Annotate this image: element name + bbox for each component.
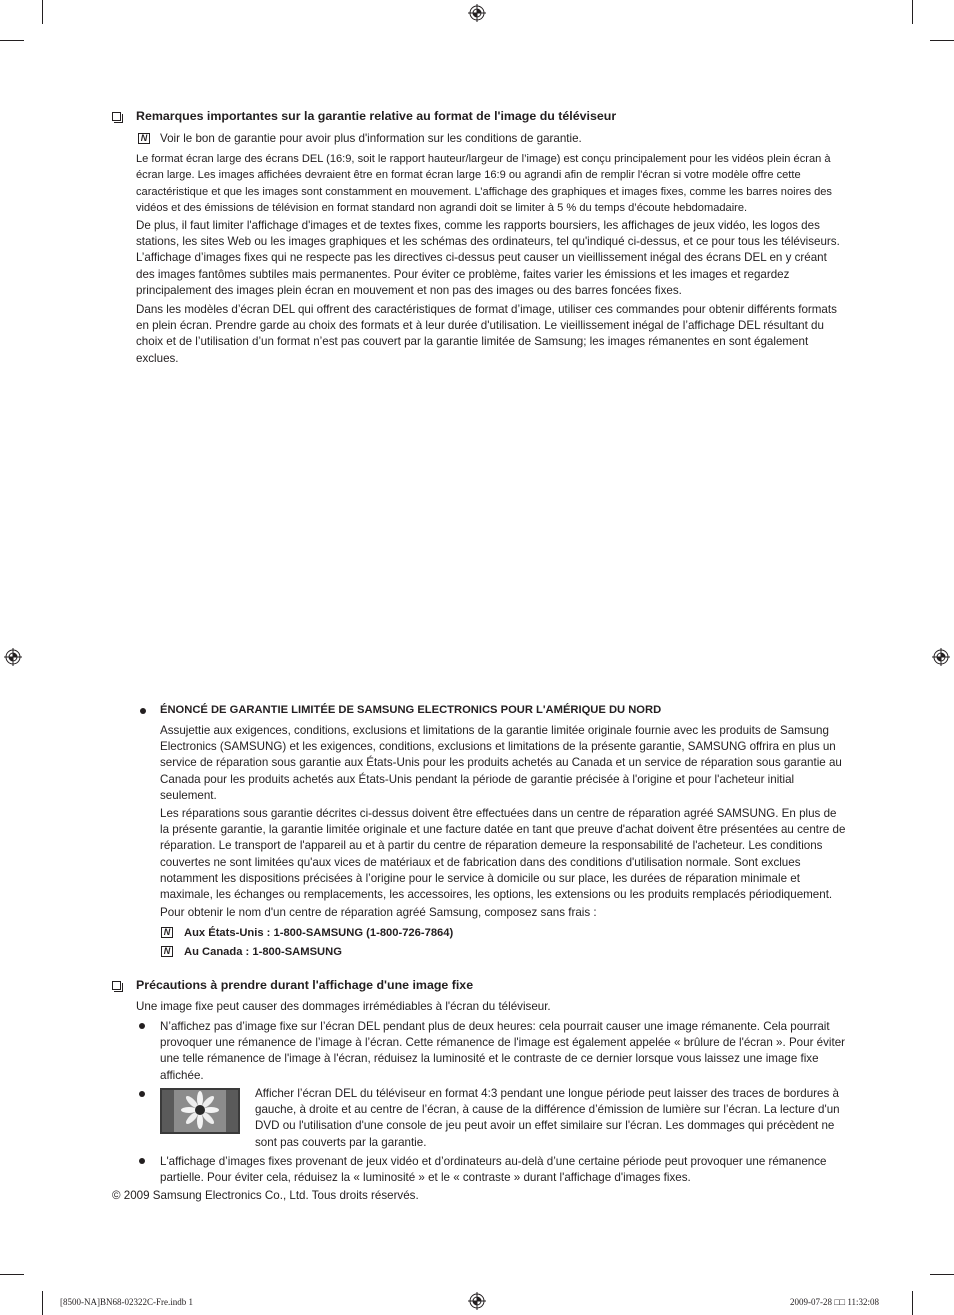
crop-mark — [912, 0, 913, 24]
bullet-icon — [140, 708, 146, 714]
paragraph: Une image fixe peut causer des dommages irrémédiables à l'écran du téléviseur. — [136, 1000, 551, 1013]
registration-mark-icon — [4, 648, 22, 666]
footer-file-name: [8500-NA]BN68-02322C-Fre.indb 1 — [60, 1297, 193, 1307]
paragraph: Pour obtenir le nom d'un centre de réparation agréé Samsung, composez sans frais : — [160, 906, 597, 919]
crop-mark — [0, 40, 24, 41]
paragraph: De plus, il faut limiter l'affichage d'images et de textes fixes, comme les rapports boursiers, les affichages de jeux vidéo, les logos des stations, les sites Web ou les images graphiques et les schémas des ordinateurs, tel qu'indiqué ci-dessus, et ce pour tous les téléviseurs. L’affichage d’images fixes qui ne respecte pas les directives ci-dessus peut causer un vieillissement inégal des écrans DEL en y créant des images fantômes subtiles mais permanentes. Pour éviter ce problème, faites varier les émissions et les images et regardez principalement des images plein écran en mouvement et non pas des images ou des barres foncées fixes. — [136, 219, 840, 297]
footer-timestamp: 2009-07-28 □□ 11:32:08 — [790, 1297, 880, 1307]
phone-us: Aux États-Unis : 1-800-SAMSUNG (1-800-726-7864) — [184, 927, 454, 939]
phone-ca: Au Canada : 1-800-SAMSUNG — [184, 946, 342, 958]
bullet-icon — [139, 1023, 145, 1029]
crop-mark — [0, 1274, 24, 1275]
crop-mark — [930, 1274, 954, 1275]
crop-mark — [42, 0, 43, 24]
registration-mark-icon — [468, 1292, 486, 1310]
note-icon: N — [138, 133, 150, 144]
crop-mark — [42, 1291, 43, 1315]
section-title: Précautions à prendre durant l'affichage d'une image fixe — [136, 978, 474, 992]
copyright: © 2009 Samsung Electronics Co., Ltd. Tous droits réservés. — [112, 1189, 419, 1202]
note-icon: N — [161, 927, 173, 938]
paragraph: Les réparations sous garantie décrites ci-dessus doivent être effectuées dans un centre de réparation agréé SAMSUNG. En plus de la présente garantie, la garantie limitée originale et une facture datée en tant que preuve d'achat doivent être présentées au centre de réparation. Le transport de l'appareil au et à partir du centre de réparation demeure la responsabilité de l'acheteur. Les conditions couvertes ne sont limitées qu'aux vices de matériaux et de fabrication dans des conditions d'utilisation normale. Sont exclues notamment les dispositions précisées à l’origine pour le service à domicile ou sur place, les durées de réparation minimale et maximale, les échanges ou remplacements, les accessoires, les options, les extensions ou les produits remplacés périodiquement. — [160, 807, 846, 902]
section-bullet-icon — [112, 981, 121, 990]
registration-mark-icon — [468, 4, 486, 22]
note-text: Voir le bon de garantie pour avoir plus d'information sur les conditions de garantie. — [160, 132, 582, 145]
paragraph: Assujettie aux exigences, conditions, exclusions et limitations de la garantie limitée originale fournie avec les produits de Samsung Electronics (SAMSUNG) et les exigences, conditions, exclusions et limitations de la présente garantie, SAMSUNG offrira en plus un service de réparation sous garantie aux États-Unis pour les produits achetés au Canada et un service de réparation sous garantie au Canada pour les produits achetés aux États-Unis pendant la période de garantie précisée à l'origine et pour l'acheteur initial seulement. — [160, 724, 842, 802]
warranty-title: ÉNONCÉ DE GARANTIE LIMITÉE DE SAMSUNG ELECTRONICS POUR L'AMÉRIQUE DU NORD — [160, 704, 662, 716]
paragraph: Dans les modèles d’écran DEL qui offrent des caractéristiques de format d’image, utiliser ces commandes pour obtenir différents formats en plein écran. Prendre garde au choix des formats et à leur durée d'utilisation. Le vieillissement inégal de l’affichage DEL résultant du choix et de l’utilisation d’un format n’est pas couvert par la garantie limitée de Samsung; les images rémanentes en sont également exclues. — [136, 303, 837, 365]
bullet-text: L'affichage d’images fixes provenant de jeux vidéo et d’ordinateurs au-delà d’une certaine période peut provoquer une rémanence partielle. Pour éviter cela, réduisez la « luminosité » et le « contraste » durant l'affichage d'images fixes. — [160, 1155, 827, 1185]
paragraph: Le format écran large des écrans DEL (16:9, soit le rapport hauteur/largeur de l’image) est conçu principalement pour les vidéos plein écran à écran large. Les images affichées devraient être en format écran large 16:9 ou agrandi afin de remplir l'écran si votre modèle offre cette caractéristique et que les images sont constamment en mouvement. L’affichage des graphiques et images fixes, comme les barres noires des vidéos et des émissions de télévision en format standard non agrandi doit se limiter à 5 % du temps d’écoute hebdomadaire. — [136, 153, 832, 215]
bullet-text: N’affichez pas d’image fixe sur l’écran DEL pendant plus de deux heures: cela pourrait causer une image rémanente. Cela pourrait provoquer une rémanence de l’image à l’écran. Cette rémanence de l'image est également appelée « brûlure de l'écran ». Pour éviter une telle rémanence de l'image à l'écran, réduisez la luminosité et le contraste de ce dernier lorsque vous laissez une image fixe affichée. — [160, 1020, 845, 1082]
section-title: Remarques importantes sur la garantie relative au format de l'image du téléviseur — [136, 109, 617, 123]
bullet-text: Afficher l’écran DEL du téléviseur en format 4:3 pendant une longue période peut laisser des traces de bordures à gauche, à droite et au centre de l’écran, à cause de la différence d’émission de lumière sur l’écran. La lecture d'un DVD ou l'utilisation d'une console de jeu peut avoir un effet similaire sur l'écran. Les dommages qui précèdent ne sont pas couverts par la garantie. — [255, 1087, 840, 1149]
section-bullet-icon — [112, 112, 121, 121]
tv-flower-image — [160, 1088, 240, 1134]
registration-mark-icon — [932, 648, 950, 666]
bullet-icon — [139, 1158, 145, 1164]
crop-mark — [930, 40, 954, 41]
crop-mark — [912, 1291, 913, 1315]
note-icon: N — [161, 946, 173, 957]
bullet-icon — [139, 1091, 145, 1097]
